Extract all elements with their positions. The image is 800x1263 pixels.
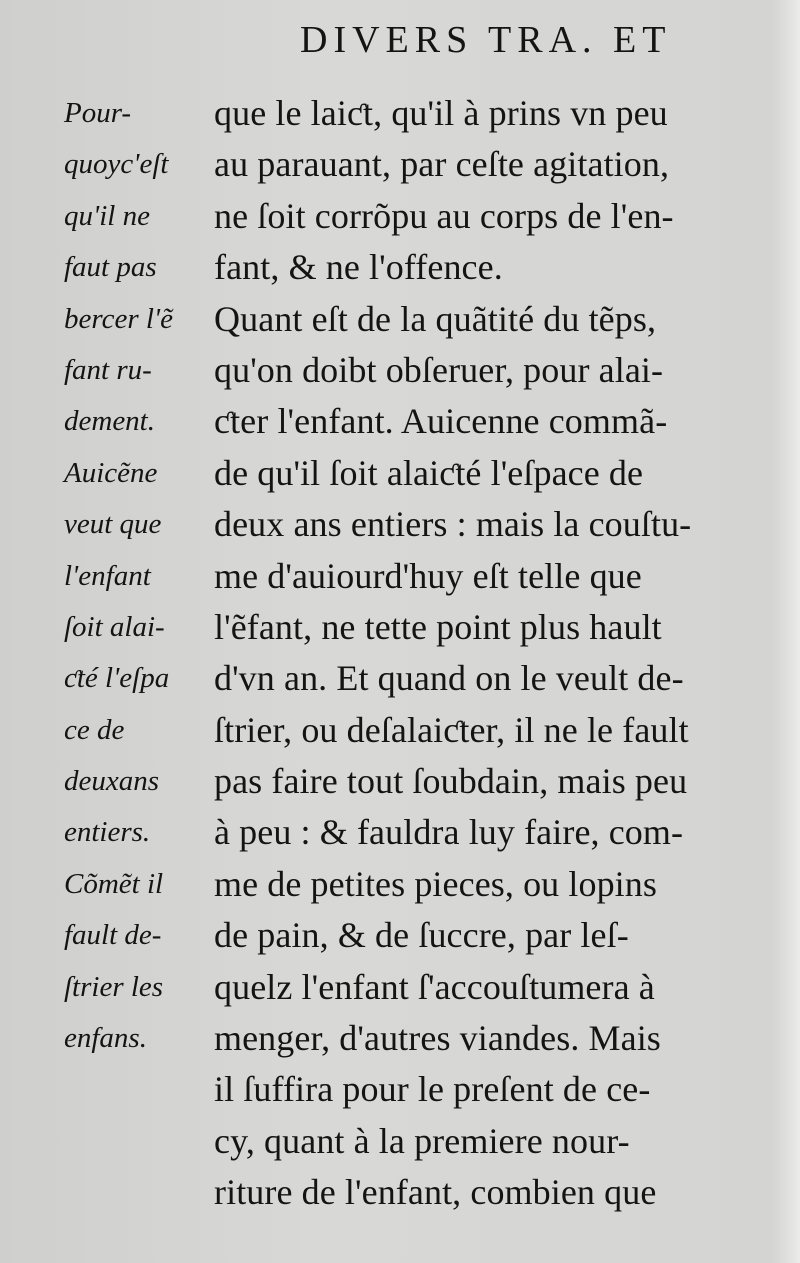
margin-note: faut pas: [64, 251, 157, 284]
text-line: que le laiƈt, qu'il à prins vn peu: [214, 93, 668, 133]
margin-note: Auicẽne: [64, 456, 158, 489]
text-line: ne ſoit corrõpu au corps de l'en-: [214, 195, 674, 236]
margin-note: Cõmẽt il: [64, 867, 164, 900]
margin-note: bercer l'ẽ: [64, 302, 173, 335]
margin-note: veut que: [64, 508, 162, 541]
margin-note: deuxans: [64, 765, 160, 798]
text-line: deux ans entiers : mais la couſtu-: [214, 504, 692, 545]
text-line: de qu'il ſoit alaiƈté l'eſpace de: [214, 452, 644, 493]
text-line: cy, quant à la premiere nour-: [214, 1120, 630, 1161]
text-line: il ſuffira pour le preſent de ce-: [214, 1069, 651, 1110]
text-line: l'ẽfant, ne tette point plus hault: [214, 606, 662, 647]
text-line: quelz l'enfant ſ'accouſtumera à: [214, 966, 655, 1007]
text-line: au parauant, par ceſte agitation,: [214, 144, 670, 185]
margin-note: dement.: [64, 405, 155, 438]
text-line: de pain, & de ſuccre, par leſ-: [214, 915, 629, 956]
margin-note: entiers.: [64, 816, 151, 849]
margin-note: ce de: [64, 713, 125, 746]
text-line: qu'on doibt obſeruer, pour alai-: [214, 349, 664, 390]
margin-note: Pour-: [64, 97, 132, 129]
text-line: ƈter l'enfant. Auicenne commã-: [214, 401, 668, 442]
margin-note: qu'il ne: [64, 199, 150, 232]
text-line: d'vn an. Et quand on le veult de-: [214, 658, 684, 699]
margin-note: fault de-: [64, 919, 162, 952]
text-line: menger, d'autres viandes. Mais: [214, 1018, 661, 1059]
margin-note: quoyc'eſt: [64, 148, 169, 181]
text-line: me de petites pieces, ou lopins: [214, 863, 657, 904]
margin-note: enfans.: [64, 1022, 147, 1055]
text-line: à peu : & fauldra luy faire, com-: [214, 812, 684, 853]
margin-note: ſtrier les: [64, 970, 164, 1003]
margin-note: l'enfant: [64, 559, 151, 592]
margin-note: ƈté l'eſpa: [64, 662, 170, 695]
text-line: me d'auiourd'huy eſt telle que: [214, 555, 642, 596]
text-line: Quant eſt de la quãtité du tẽps,: [214, 298, 657, 339]
text-line: ſtrier, ou deſalaiƈter, il ne le fault: [214, 709, 689, 750]
margin-note: fant ru-: [64, 353, 152, 386]
running-header: DIVERS TRA. ET: [300, 19, 672, 61]
text-line: riture de l'enfant, combien que: [214, 1172, 657, 1213]
margin-note: ſoit alai-: [64, 610, 165, 643]
text-line: pas faire tout ſoubdain, mais peu: [214, 761, 688, 802]
page-edge: [772, 0, 800, 1263]
text-line: fant, & ne l'offence.: [214, 247, 503, 288]
body-text: [214, 88, 774, 1219]
margin-notes: [64, 88, 214, 1064]
